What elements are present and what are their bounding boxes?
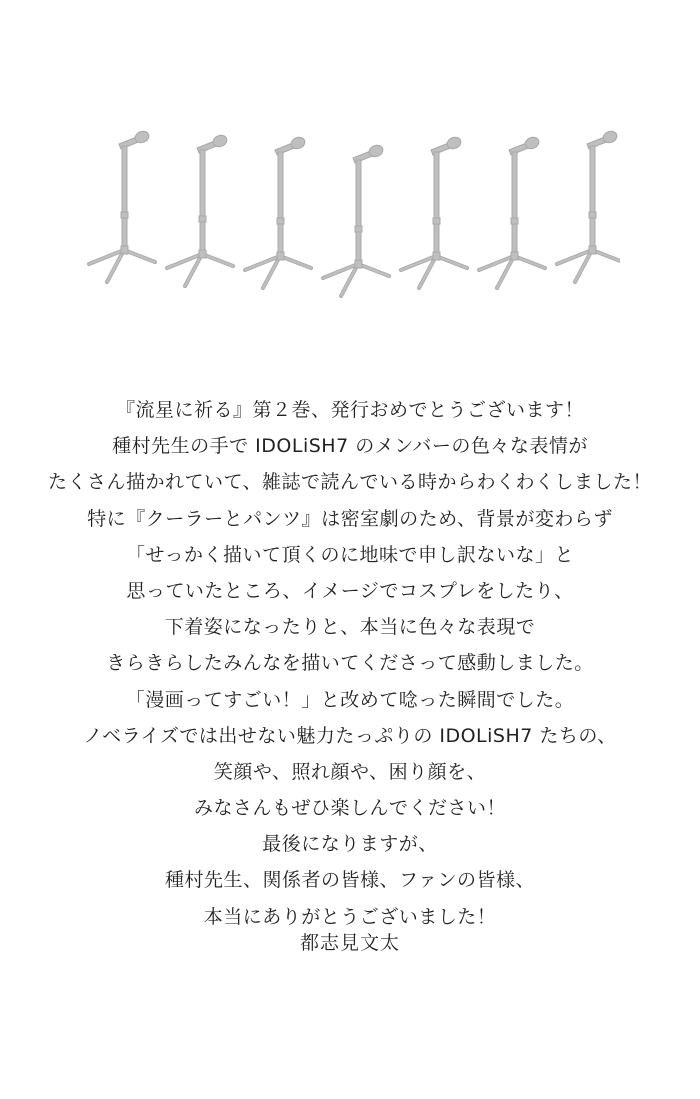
microphone-stand-icon: [245, 135, 311, 288]
microphone-stand-icon: [167, 133, 233, 286]
message-line: 下着姿になったりと、本当に色々な表現で: [164, 616, 536, 639]
message-line: きらきらしたみんなを描いてくださって感動しました。: [106, 652, 594, 675]
author-signature: 都志見文太: [299, 932, 400, 954]
microphone-stand-icon: [89, 129, 155, 282]
message-line: 「漫画ってすごい！」と改めて唸った瞬間でした。: [125, 688, 575, 711]
message-line: 本当にありがとうございました！: [203, 905, 497, 928]
microphone-stand-icon: [401, 135, 467, 288]
message-line: たくさん描かれていて、雑誌で読んでいる時からわくわくしました！: [47, 471, 653, 494]
message-line: 思っていたところ、イメージでコスプレをしたり、: [126, 579, 574, 602]
message-line: 「せっかく描いて頂くのに地味で申し訳ないな」と: [125, 543, 575, 566]
message-line: 特に『クーラーとパンツ』は密室劇のため、背景が変わらず: [87, 507, 613, 530]
message-line: 最後になりますが、: [262, 833, 438, 856]
message-line: ノベライズでは出せない魅力たっぷりの IDOLiSH7 たちの、: [83, 724, 617, 747]
afterword-message: [10, 392, 690, 935]
message-line: みなさんもぜひ楽しんでください！: [193, 797, 506, 820]
microphone-stand-icon: [323, 143, 389, 296]
message-line: 種村先生の手で IDOLiSH7 のメンバーの色々な表情が: [112, 435, 588, 458]
message-line: 『流星に祈る』第２巻、発行おめでとうございます！: [115, 399, 584, 421]
message-line: 笑顔や、照れ顔や、困り顔を、: [213, 760, 487, 783]
microphone-stands-svg: [80, 110, 620, 310]
microphone-stand-icon: [479, 135, 545, 288]
message-line: 種村先生、関係者の皆様、ファンの皆様、: [164, 869, 536, 892]
microphone-stands-illustration: [80, 110, 620, 310]
microphone-stand-icon: [557, 129, 620, 282]
